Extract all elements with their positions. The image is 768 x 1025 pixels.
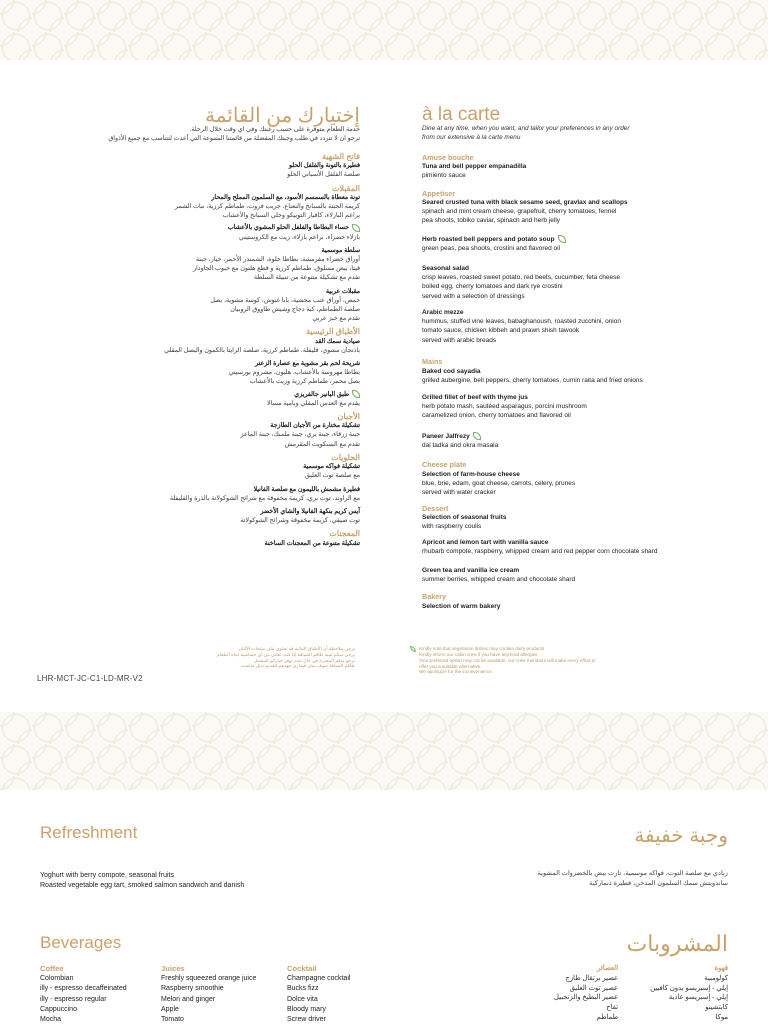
ar-item-desc: باذنجان مشوي، فليفلة، طماطم كرزية، صلصة الرايتا بالكمون والبصل المقلي (164, 346, 360, 354)
item-desc: served with water cracker (422, 489, 496, 497)
beverage-item: عصير برتقال طازج (565, 974, 618, 982)
item-title: Tuna and bell pepper empanadilla (422, 163, 527, 170)
beverage-item: تفاح (606, 1004, 618, 1012)
item-title: Green tea and vanilla ice cream (422, 567, 520, 574)
decorative-pattern-top (0, 0, 768, 60)
menu-item (422, 162, 722, 180)
item-desc: pea shoots, tobiko caviar, spinach and herb jelly (422, 217, 561, 225)
beverages-title-en: Beverages (40, 933, 122, 952)
item-desc: rhubarb compote, raspberry, whipped cream and red pepper corn chocolate shard (422, 548, 658, 556)
ar-item-title: شريحة لحم بقر مشوية مع عصارة الزعتر (255, 360, 360, 368)
beverage-item: Raspberry smoothie (161, 985, 224, 993)
item-desc: summer berries, whipped cream and chocolate shard (422, 576, 576, 584)
section-amuse: Amuse bouche (422, 153, 474, 162)
item-desc: green peas, pea shoots, crostini and flavored oil (422, 245, 561, 253)
refreshment-title-ar: وجبة خفيفة (634, 825, 728, 847)
ar-item-title: تشكيلة متنوعة من المعجنات الساخنة (264, 539, 360, 547)
beverage-item: إيلي - إسبريسو عادية (668, 994, 728, 1002)
ar-section-heading: فاتح الشهية (321, 152, 360, 161)
menu-item (422, 264, 722, 301)
ar-item-title: فطيرة مشمش بالليمون مع صلصة الفانيلا (253, 485, 360, 493)
ar-section-heading: الأجبان (337, 412, 360, 422)
note-line: Your preferred option may not be available, our crew members will make every effort to (419, 657, 596, 663)
note-line: We apologize for the inconvenience. (419, 669, 493, 675)
ar-item-desc: كريمة الجبنة بالسبانخ والنعناع، جريب فروت، طماطم كرزية، نبات الشمر (174, 203, 360, 211)
vegetarian-leaf-icon (352, 224, 360, 232)
beverage-item: Melon and ginger (161, 995, 216, 1003)
beverage-item: Tomato (161, 1016, 184, 1024)
beverage-heading: العصائر (597, 965, 618, 972)
ar-item-desc: براعم البازلاء، كافيار التوبيكو وجلي السبانخ والأعشاب (222, 212, 360, 220)
beverage-item: إيلي - إسبريسو بدون كافيين (650, 984, 728, 992)
beverage-item: Freshly squeezed orange juice (161, 975, 257, 983)
beverage-heading: Juices (161, 964, 185, 973)
intro-en-line: from our extensive à la carte menu (422, 134, 521, 141)
intro-en (422, 124, 692, 142)
item-title: Baked cod sayadia (422, 368, 481, 375)
menu-code: LHR-MCT-JC-C1-LD-MR-V2 (37, 674, 143, 683)
ar-item-desc: بطاطا مهروسة بالأعشاب، هليون، مشروم بورسيني (228, 369, 360, 377)
item-desc: with raspberry coulis (422, 523, 482, 531)
ar-item-desc: جبنة زرقاء، جبنة بري، جبنة ملمنك، جبنة الماعز (240, 431, 360, 439)
beverage-item: illy - espresso regular (40, 995, 107, 1003)
beverage-juices-list (161, 964, 256, 1025)
note-line: نرجو منكم المعذرة في حال عدم توفر خياركم المفضل (253, 657, 355, 663)
notes-en (410, 646, 650, 675)
section-dessert: Dessert (422, 504, 449, 513)
refreshment-title-en: Refreshment (40, 823, 138, 842)
beverage-item: Champagne cocktail (287, 975, 351, 983)
beverage-item: Bucks fizz (287, 985, 319, 993)
beverage-item: كولومبية (704, 974, 728, 982)
ar-item-title: حساء البطاطا والفلفل الحلو المشوي بالأعشاب (227, 224, 349, 232)
vegetarian-leaf-icon (410, 646, 416, 652)
item-desc: blue, brie, edam, goat cheese, carrots, celery, prunes (422, 480, 576, 488)
beverage-item: Screw driver (287, 1016, 326, 1024)
beverage-item: Dolce vita (287, 995, 318, 1003)
intro-en-line: Dine at any time, when you want, and tailor your preferences in any order (422, 125, 630, 132)
ar-item-desc: يقدم مع العدس المقلي وبامية مسالا (267, 399, 360, 407)
beverage-item: طماطم (596, 1013, 618, 1021)
item-desc: grilled aubergine, bell peppers, cherry tomatoes, cumin raita and fried onions (422, 377, 643, 385)
ar-item-title: تشكيلة فواكه موسمية (303, 463, 360, 471)
ar-item-desc: تقدم مع البسكويت المقرمش (284, 440, 360, 448)
decorative-pattern-middle (0, 712, 768, 790)
notes-ar (170, 646, 355, 669)
ar-item-desc: حمص، أوراق عنب محشية، بابا غنوش، كوسة مشوية، بصل (210, 296, 360, 304)
menu-item (422, 470, 722, 498)
ar-item-title: مقبلات عربية (325, 287, 360, 295)
menu-item (422, 602, 722, 611)
item-desc: crisp leaves, roasted sweet potato, red beets, cucumber, feta cheese (422, 274, 620, 282)
ar-section-heading: المقبلات (331, 183, 360, 193)
beverage-heading: قهوة (714, 965, 728, 972)
item-title: Selection of farm-house cheese (422, 471, 520, 478)
ar-item-title: فطيرة بالتونة والفلفل الحلو (289, 162, 360, 170)
vegetarian-leaf-icon (473, 432, 481, 440)
arabic-menu (40, 152, 360, 548)
note-line: offer you a suitable alternative. (419, 663, 482, 669)
item-title: Seasonal salad (422, 265, 469, 272)
ar-item-title: تشكيلة مختارة من الأجبان الطازجة (270, 422, 360, 430)
ar-item-title: سلطة موسمية (321, 246, 360, 254)
ar-item-title: صيادية سمك القد (315, 337, 360, 345)
ar-item-desc: فيتا، بيض مسلوق، طماطم كرزية و قطع هلتون مع حبوب الجاودار (192, 265, 360, 273)
item-desc: caramelized onion, cherry tomatoes and flavored oil (422, 412, 571, 420)
refreshment-items-en (40, 871, 244, 891)
note-line: Kindly inform our cabin crew if you have any food allergies (419, 652, 538, 658)
ar-item-desc: صلصة الفلفل الأسباني الحلو (287, 171, 360, 179)
refreshment-items-ar (408, 869, 728, 889)
section-cheese: Cheese plate (422, 460, 467, 469)
item-title: Seared crusted tuna with black sesame seed, gravlax and scallops (422, 199, 628, 206)
beverage-item: موكا (715, 1013, 728, 1021)
item-desc: served with arabic breads (422, 336, 497, 344)
beverage-heading: Cocktail (287, 964, 317, 973)
beverage-item: Colombian (40, 975, 74, 983)
menu-item (422, 566, 722, 584)
section-bakery: Bakery (422, 592, 446, 601)
beverage-item: عصير توت العليق (569, 984, 618, 992)
beverage-item: Apple (161, 1005, 179, 1013)
item-desc: spinach and mint cream cheese, grapefruit, cherry tomatoes, fennel (422, 208, 617, 216)
note-line: Kindly note that vegetarian dishes may contain dairy products (419, 646, 545, 652)
item-desc: boiled egg, cherry tomatoes and dark rye crostini (422, 283, 563, 291)
ar-item-desc: تقدم مع خبز عربي (312, 315, 360, 323)
item-title: Grilled fillet of beef with thyme jus (422, 394, 528, 401)
ar-item-desc: مع الراوند، توت بري، كريمة مخفوقة مع شرائح الشوكولاتة بالذرة والفليفلة (169, 494, 360, 502)
item-desc: tomato sauce, chicken kibbeh and prawn shish tawook (422, 327, 580, 335)
item-desc: pimiento sauce (422, 172, 466, 180)
beverage-item: Mocha (40, 1016, 62, 1024)
ar-item-desc: صلصة الطماطم، كبة دجاج وشيش طاووق الروبيان (230, 306, 360, 314)
menu-item (422, 513, 722, 531)
ar-item-desc: توت صيفي، كريمة مخفوقة وشرائح الشوكولاتة (240, 517, 360, 525)
menu-item (422, 235, 722, 253)
vegetarian-leaf-icon (558, 235, 566, 243)
refreshment-line: زبادي مع صلصة التوت، فواكه موسمية، تارت بيض بالخضروات المشوية (537, 870, 728, 877)
ar-item-title: آيس كريم بنكهة الفانيلا والشاي الأخضر (260, 507, 360, 515)
ar-item-desc: بصل محمر، طماطم كرزية وزيت بالأعشاب (249, 378, 360, 386)
beverage-heading: Coffee (40, 964, 64, 973)
note-line: طاقم الضيافة سوف يبذل قصارى جهدهم لتقديم بديل مناسب (240, 663, 355, 669)
beverage-item: عصير البطيخ والزنجبيل (553, 994, 618, 1002)
note-line: يرجى منكم تنبيه طاقم الضيافة إذا كنت تعاني من أي حساسية تجاه الطعام (216, 651, 355, 657)
item-title: Apricot and lemon tart with vanilla sauce (422, 539, 549, 546)
ar-section-heading: الأطباق الرئيسية (306, 327, 360, 337)
item-desc: served with a selection of dressings (422, 292, 525, 300)
beverage-item: Bloody mary (287, 1005, 326, 1013)
menu-item (422, 198, 722, 226)
beverage-juices-list-ar (508, 964, 618, 1023)
ar-item-title: طبق البانير جالفريزي (294, 390, 349, 398)
menu-item (422, 367, 722, 385)
note-line: يرجى ملاحظة أن الأطباق النباتية قد تحتوي على منتجات الألبان (238, 646, 355, 651)
intro-ar (40, 125, 360, 143)
beverages-title-ar: المشروبات (626, 931, 728, 956)
menu-item (422, 432, 722, 450)
ar-section-heading: المعجنات (329, 529, 360, 539)
beverage-coffee-list-ar (618, 964, 728, 1023)
menu-item (422, 393, 722, 421)
ar-item-desc: تقدم مع تشكيلة متنوعة من تتبيلة السلطة (253, 274, 360, 282)
ar-item-desc: أوراق خضراء مقرمشة، بطاطا حلوة، الشمندر الأحمر، خيار، جبنة (195, 256, 360, 264)
menu-item (422, 538, 722, 556)
item-desc: hummus, stuffed vine leaves, babaghanoush, roasted zucchini, onion (422, 318, 621, 326)
beverage-coffee-list (40, 964, 127, 1025)
intro-ar-line: خدمة الطعام متوفرة على حسب رغبتك وفي اي وقت خلال الرحلة. (189, 126, 360, 133)
item-title: Selection of seasonal fruits (422, 514, 507, 521)
beverage-item: illy - espresso decaffeinated (40, 985, 127, 993)
beverage-item: كابتشينو (705, 1004, 728, 1012)
item-title: Arabic mezze (422, 309, 464, 316)
item-desc: herb potato mash, sautéed asparagus, porcini mushroom (422, 403, 587, 411)
ar-section-heading: الحلويات (331, 452, 360, 462)
refreshment-line: ساندويتش سمك السلمون المدخن، فطيرة دنماركية (589, 880, 728, 887)
ar-item-title: تونة معطاة بالسمسم الأسود، مع السلمون المملح والمحار (211, 193, 360, 201)
beverage-cocktail-list (287, 964, 350, 1025)
vegetarian-leaf-icon (352, 390, 360, 398)
beverage-item: Cappuccino (40, 1005, 77, 1013)
ar-item-desc: بازلاء خضراء، براعم بازلاء، زيت مع الكروستيني (238, 233, 360, 241)
item-title: Herb roasted bell peppers and potato soup (422, 236, 555, 243)
refreshment-line: Yoghurt with berry compote, seasonal fruits (40, 872, 174, 879)
section-mains: Mains (422, 357, 443, 366)
ar-item-desc: مع صلصة توت العليق (304, 472, 360, 480)
section-appetiser: Appetiser (422, 189, 456, 198)
refreshment-line: Roasted vegetable egg tart, smoked salmon sandwich and danish (40, 882, 245, 889)
item-title: Paneer Jalfrezy (422, 433, 470, 440)
intro-ar-line: نرجو ان لا تتردد في طلب وجبتك المفضلة من قائمتنا المتنوعة التي أعدت لتتناسب مع جميع الأذواق (108, 135, 360, 143)
title-en: à la carte (422, 104, 501, 125)
menu-item (422, 308, 722, 345)
item-title: Selection of warm bakery (422, 603, 501, 610)
item-desc: dal tadka and okra masala (422, 442, 499, 450)
title-ar: إختيارك من القائمة (205, 105, 360, 127)
